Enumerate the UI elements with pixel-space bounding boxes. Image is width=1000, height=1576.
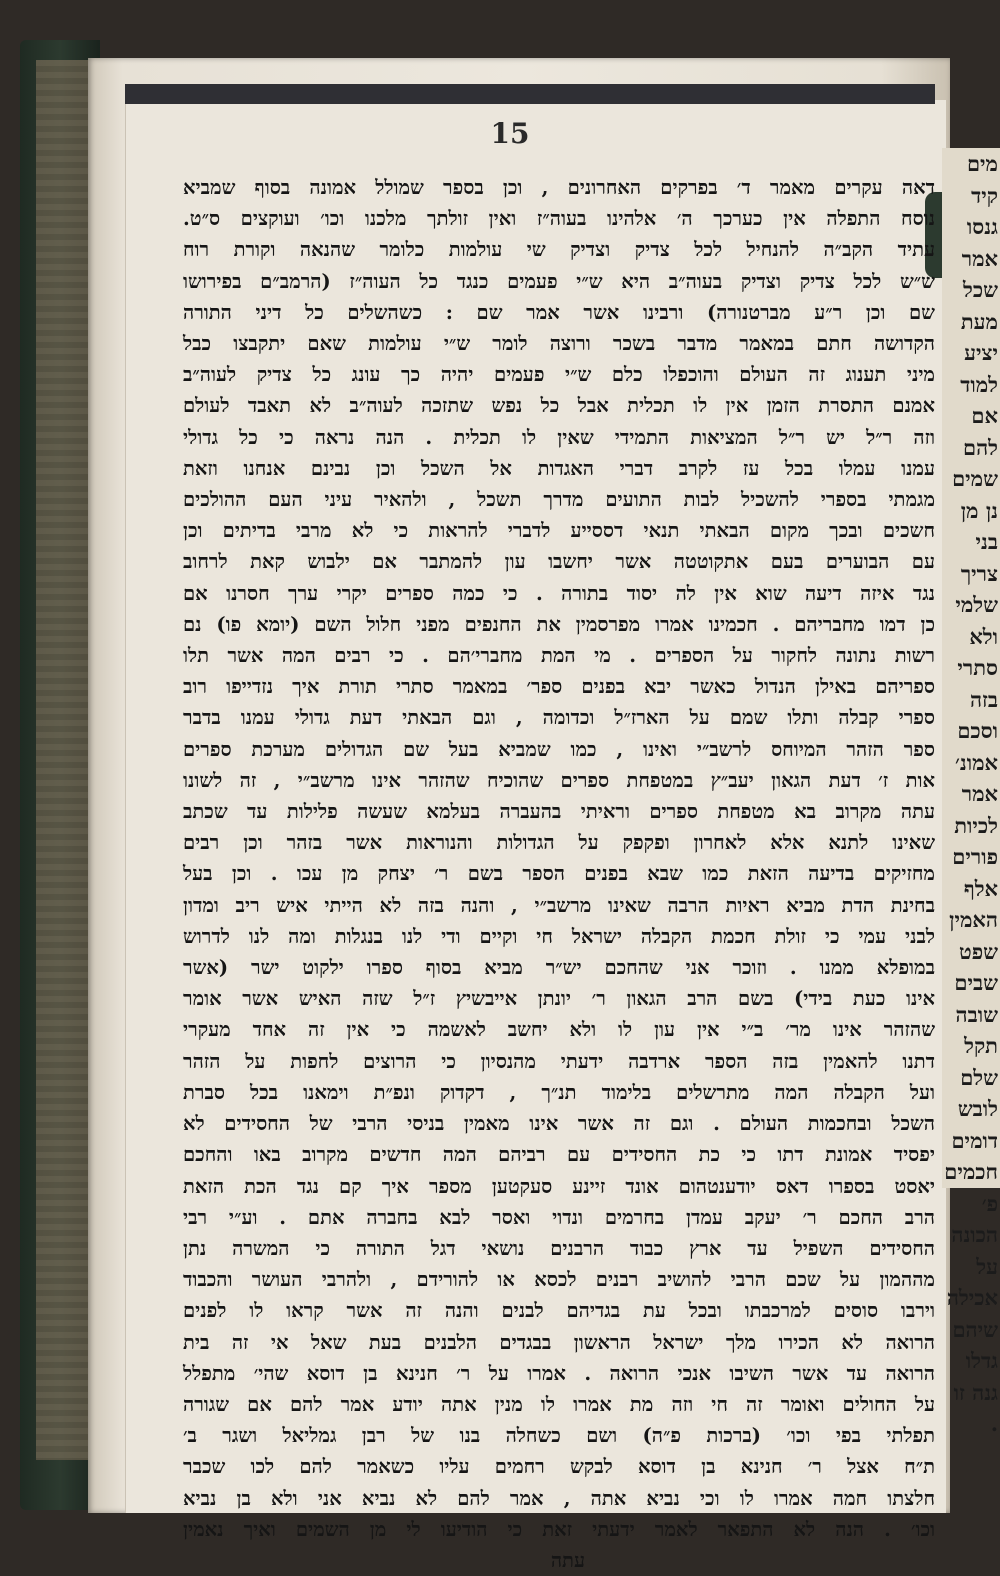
next-page-line: שיהם [952,1316,998,1342]
text-line: שהזהר אינו מר׳ ב״י אין עון לו ולא יחשב לאשמה כי אין זה אחד מעקרי [183,1018,935,1042]
next-page-line: צריך [960,560,998,586]
next-page-line: להם [962,434,998,460]
next-page-line: מעת [960,308,998,334]
text-line: מההמון על שכם הרבי להושיב רבנים לכסא או להורידם , ולהרבי העושר והכבוד [183,1268,935,1292]
text-line: ספר הזהר המיוחס לרשב״י ואינו , כמו שמביא בעל שם הגדולים מערכת ספרים [183,737,935,761]
next-page-line: אמונ׳ [955,749,998,775]
text-line: השכל ובחכמות העולם . וגם זה אשר אינו מאמין בניסי הרבי של החסידים לא [183,1112,935,1136]
text-line: וכו׳ . הנה לא התפאר לאמר ידעתי זאת כי הודיעו לי מן השמים ואיך נאמין [183,1517,935,1541]
text-line: הרואה לא הכירו מלך ישראל הראשון בבגדים הלבנים בעת שאל אי זה בית [183,1330,935,1354]
next-page-line: גדלו [965,1348,998,1373]
next-page-line: שמים [952,466,998,491]
text-line: הקדושה חתם במאמר מדבר בשכר ורוצה לומר ש״י עולמות שאם יתקבצו כבל [183,332,935,356]
next-page-line: מים [966,151,998,176]
next-page-line: גנסו [966,214,998,239]
next-page-line: האמין [949,907,998,932]
text-line: נגד איזה דיעה שוא אין לה יסוד בתורה . כי כמה ספרים יקרי ערך חסרנו אם [183,581,935,605]
text-line: החסידים השפיל עד ארץ כבוד הרבנים נושאי דגל התורה כי המשרה נתן [183,1236,935,1260]
next-page-line: שלם [960,1064,998,1090]
text-line: שם וכן ר״ע מברטנורה) ורבינו אשר אמר שם : כשהשלים כל דיני התורה [183,300,935,324]
text-line: נוסח התפלה אין כערכך ה׳ אלהינו בעוה״ז ואין זולתך מלכנו וכו׳ ועוקצים ס״ט. [183,207,935,231]
text-line: תפלתי בפי וכו׳ (ברכות פ״ה) ושם כשחלה בנו של רבן גמליאל ושגר ב׳ [183,1424,935,1448]
text-line: ועל הקבלה המה מתרשלים בלימוד תנ״ך , דקדוק ונפ״ת וימאנו בכל סברת [183,1080,935,1104]
book-spine-cloth [36,60,96,1460]
text-line: שאינו לתנא אלא לאחרון ופקפק על הגדולות והנוראות אשר בזהר וכן רבים [183,831,935,855]
text-line: במופלא ממנו . וזוכר אני שהחכם יש״ר מביא בסוף ספרו ילקוט ישר (אשר [183,956,935,980]
next-page-line: קיד [971,182,998,208]
next-page-line: תקל [964,1033,998,1058]
next-page-line: אם [971,403,998,428]
text-line: וירבו סוסים למרכבתו ובכל עת בגדיהם לבנים והנה זה אשר קראו לו לפנים [183,1299,935,1323]
text-line: מיני תענוג זה העולם והוכפלו כלם ש״י פעמים יהיה כך עונג כל צדיק לעוה״ב [183,363,935,387]
text-line: חלצתו חמה אמרו לו וכי נביא אתה , אמר להם לא נביא אני ולא בן נביא [183,1486,935,1510]
text-line: יאסט בספרו דאס יודענטהום אונד זיינע סעקטען מספר איך קם נגד הכת הזאת [183,1174,935,1198]
next-page-line: יציע [964,340,998,365]
next-page-line: שובה [955,1001,998,1027]
text-line: עתיד הקב״ה להנחיל לכל צדיק וצדיק שי עולמות כלומר שהנאה וקורת רוח [183,238,935,262]
next-page-line: חכמים [944,1159,998,1184]
text-line: על החולים ואומר זה חי וזה מת אמרו לו מנין אתה יודע אמר להם אם שגורה [183,1392,935,1416]
text-line: ת״ח אצל ר׳ חנינא בן דוסא לבקש רחמים עליו כשאמר להם לכו שכבר [183,1455,935,1479]
next-page-line: ולא [969,623,998,649]
text-line: עתה מקרוב בא מטפחת ספרים וראיתי בהעברה בעלמא שעשה פלילות עד שכתב [183,800,935,824]
text-line: עמנו עמלו בכל עז לקרב דברי האגדות אל השכל וכן נבינם אנחנו וזאת [183,456,935,480]
next-page-line: וסכם [957,718,998,743]
text-line: וזה ר״ל יש ר״ל המציאות התמידי שאין לו תכלית . הנה נראה כי כל גדולי [183,425,935,449]
next-page-line: . [990,1411,998,1436]
text-line: אינו כעת בידי) בשם הרב הגאון ר׳ יונתן אייבשיץ ז״ל שזה האיש אשר אומר [183,987,935,1011]
next-page-line: סתרי [957,655,998,680]
next-page-line: בזה [969,686,998,712]
text-line: הרב החכם ר׳ יעקב עמדן בחרמים ונדוי ואסר לבא בחברה אתם . וע״י רבי [183,1205,935,1229]
next-page-line: אלף [963,875,998,901]
next-page-line: לכיות [954,812,998,838]
next-page-line: על [976,1253,998,1279]
text-line: בחינת הדת מביא ראיות הרבה שאינו מרשב״י , והנה בזה לא הייתי איש ריב ומדון [183,893,935,917]
text-line: אמנם התסרת הזמן אין לו תכלית אבל כל נפש שתזכה לעוה״ב לא תאבד לעולם [183,394,935,418]
next-page-line: גנה זו [953,1379,998,1405]
next-page-line: הכונה [951,1222,998,1247]
text-line: רשות נתונה לחקור על הספרים . מי המת מחברי׳הם . כי רבים המה אשר תלו [183,644,935,668]
text-line: חשכים ובכך מקום הבאתי תנאי דססייע לדברי להראות כי לא מרבי בדיתים וכן [183,519,935,543]
text-line: מחזיקים בדיעה הזאת כמו שבא בפנים הספר בשם ר׳ יצחק מן עכו . וכן בעל [183,862,935,886]
text-line: לבני עמי כי זולת חכמת הקבלה ישראל חי וקיים ודי לנו בנגלות ומה לנו לדרוש [183,924,935,948]
text-line: עם הבוערים בעם אתקוטטה אשר יחשבו עון להמתבר אם ילבוש קאת לרחוב [183,550,935,574]
next-page-line: דומים [951,1127,998,1153]
text-line: עתה [550,1548,585,1572]
text-line: מגמתי בספרי להשכיל לבות התועים מדרך תשכל , ולהאיר עיני העם ההולכים [183,488,935,512]
next-page-line: אכילה [946,1285,998,1310]
next-page-line: שפט [959,938,998,964]
text-line: אות ז׳ דעת הגאון יעב״ץ במטפחת ספרים שהוכיח שהזהר אינו מרשב״י , זה לשונו [183,768,935,792]
next-page-line: אמר [961,781,998,806]
next-page-edge [942,148,1000,1436]
next-page-line: שכל [963,277,998,302]
text-line: ספריהם באילן הנדול כאשר יבא בפנים ספר׳ במאמר סתרי תורת איך נזדייפו רוב [183,675,935,699]
text-line: יפסיד אמונת דתו כי כת החסידים עם רביהם המה חדשים מקרוב באו והחכם [183,1143,935,1167]
next-page-line: שבים [954,970,998,995]
next-page-line: למוד [960,371,998,397]
next-page-line: שלמי [955,592,998,617]
body-text [183,172,935,1572]
next-page-line: פ׳ [981,1190,998,1216]
text-line: ש״ש לכל צדיק וצדיק בעוה״ב היא ש״י פעמים כנגד כל העוה״ז (הרמב״ם בפירושו [183,269,935,293]
next-page-line: נן מן [960,497,998,523]
text-line: ספרי קבלה ותלו שמם על הארז״ל וכדומה , וגם הבאתי דעת גדולי עמנו בדבר [183,706,935,730]
text-line: דאה עקרים מאמר ד׳ בפרקים האחרונים , וכן בספר שמולל אמונה בסוף שמביא [183,176,935,199]
page-number: 15 [490,117,530,150]
next-page-line: לובש [957,1096,998,1121]
next-page-line: בני [975,529,998,554]
page-top-shadow [125,84,935,104]
text-line: כן דמו מחבריהם . חכמינו אמרו מפרסמין את החנפים מפני חלול השם (יומא פו) נם [183,612,935,636]
text-line: דתנו להאמין בזה הספר ארדבה ידעתי מהנסיון כי הרוצים לחפות על הזהר [183,1049,935,1073]
text-line: הרואה עד אשר השיבו אנכי הרואה . אמרו על ר׳ חנינא בן דוסא שהי׳ מתפלל [183,1361,935,1385]
next-page-line: פורים [952,844,998,869]
next-page-line: אמר [961,245,998,271]
